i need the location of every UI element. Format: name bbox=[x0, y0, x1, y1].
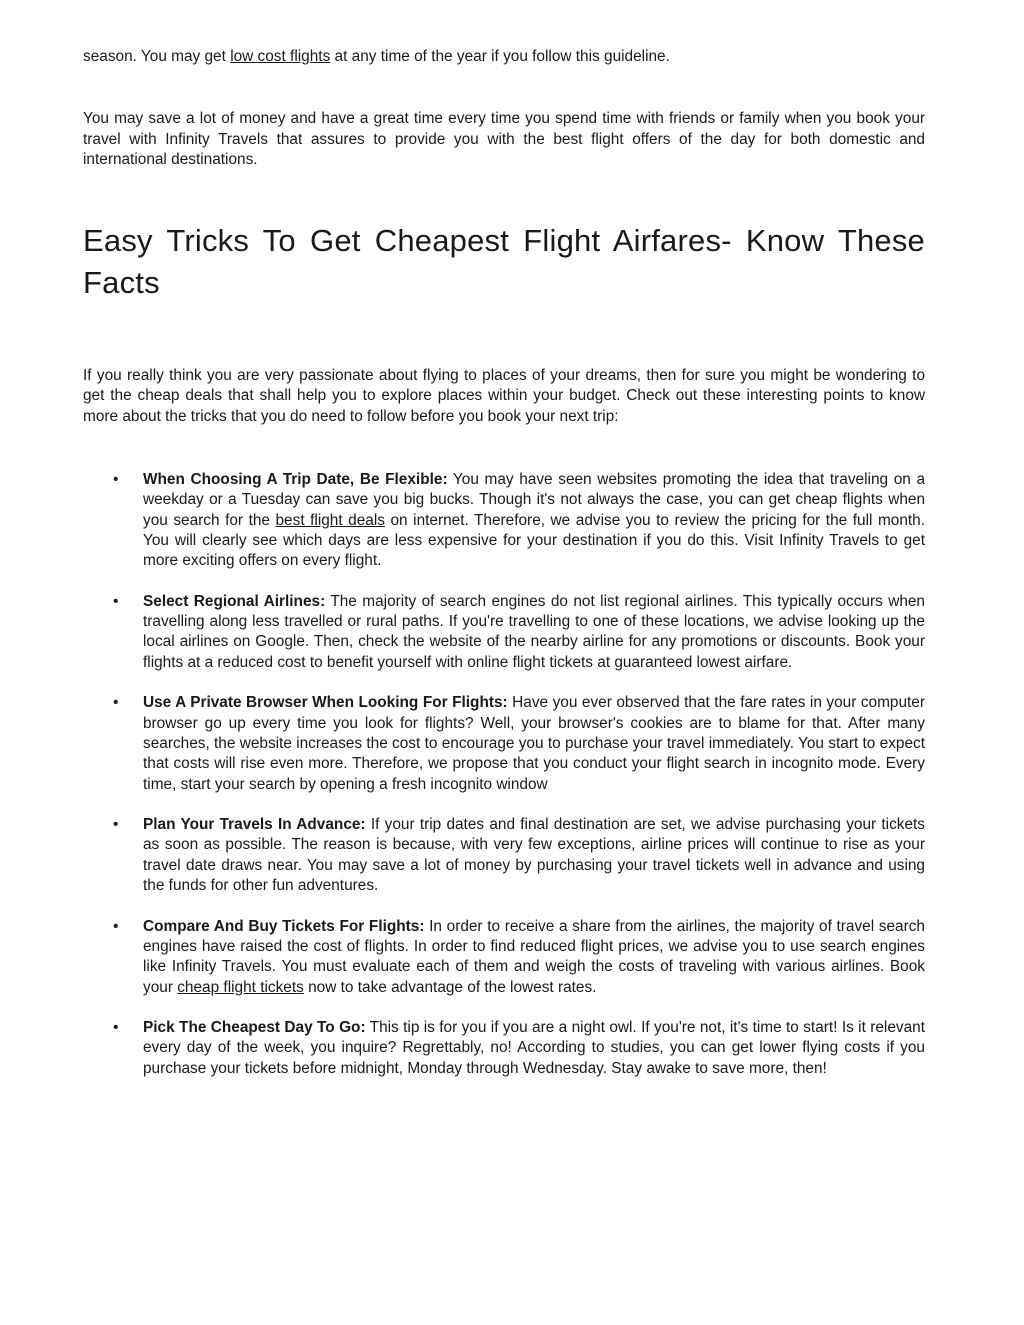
best-flight-deals-link[interactable]: best flight deals bbox=[275, 511, 385, 529]
list-item-body: You may have seen websites promoting the idea that traveling on a weekday or a Tuesday can save you big bucks. Though it's not always the case, you can get cheap flights when you search for the bbox=[143, 471, 926, 529]
list-item-body: on internet. Therefore, we advise you to review the pricing for the full month. You will clearly see which days are less expensive for your destination if you do this. Visit Infinity Travels to get more exciting offers on every flight. bbox=[143, 511, 925, 570]
paragraph-text: season. You may get bbox=[83, 48, 231, 65]
list-item-title: Use A Private Browser When Looking For Flights: bbox=[143, 694, 508, 712]
list-item bbox=[113, 917, 925, 998]
paragraph-intro: If you really think you are very passionate about flying to places of your dreams, then for sure you might be wondering to get the cheap deals that shall help you to explore places within your budget. Check out these interesting points to know more about the tricks that you do need to follow before you book your next trip: bbox=[83, 367, 925, 425]
list-item-text bbox=[143, 917, 925, 998]
list-item-body: In order to receive a share from the airlines, the majority of travel search engines have raised the cost of flights. In order to find reduced flight prices, we advise you to use search engines like Infinity Travels. You must evaluate each of them and weigh the costs of traveling with various airlines. Book your bbox=[143, 917, 925, 996]
list-item-title: Compare And Buy Tickets For Flights: bbox=[143, 917, 425, 935]
cheap-flight-tickets-link[interactable]: cheap flight tickets bbox=[177, 978, 304, 996]
list-item-body: Have you ever observed that the fare rates in your computer browser go up every time you look for flights? Well, your browser's cookies are to blame for that. After many searches, the website increases the cost to encourage you to purchase your travel immediately. You start to expect that costs will rise even more. Therefore, we propose that you conduct your flight search in incognito mode. Every time, start your search by opening a fresh incognito window bbox=[143, 694, 925, 793]
list-item-text bbox=[143, 470, 925, 571]
list-item-text bbox=[143, 815, 925, 896]
list-item-title: Pick The Cheapest Day To Go: bbox=[143, 1019, 366, 1037]
list-item-title: When Choosing A Trip Date, Be Flexible: bbox=[143, 471, 448, 489]
bullet-icon: • bbox=[113, 816, 119, 834]
paragraph-text: at any time of the year if you follow this guideline. bbox=[330, 48, 670, 65]
list-item bbox=[113, 470, 926, 571]
section-heading: Easy Tricks To Get Cheapest Flight Airfares- Know These Facts bbox=[83, 223, 925, 301]
list-item-text bbox=[143, 1018, 925, 1079]
list-item-text bbox=[143, 592, 925, 673]
list-item bbox=[113, 1018, 925, 1079]
bullet-icon: • bbox=[113, 917, 119, 935]
low-cost-flights-link[interactable]: low cost flights bbox=[230, 48, 331, 65]
list-item-title: Select Regional Airlines: bbox=[143, 592, 326, 610]
bullet-icon: • bbox=[113, 1019, 119, 1037]
tips-list bbox=[83, 470, 925, 1079]
list-item bbox=[113, 693, 925, 794]
list-item-body: now to take advantage of the lowest rates. bbox=[303, 978, 597, 996]
paragraph-infinity-travels: You may save a lot of money and have a great time every time you spend time with friends or family when you book your travel with Infinity Travels that assures to provide you with the best flight offers of the day for both domestic and international destinations. bbox=[83, 110, 925, 168]
list-item bbox=[113, 815, 925, 896]
bullet-icon: • bbox=[113, 471, 119, 489]
list-item-title: Plan Your Travels In Advance: bbox=[143, 816, 366, 834]
list-item-text bbox=[143, 693, 925, 794]
list-item bbox=[113, 592, 925, 673]
list-item-body: The majority of search engines do not list regional airlines. This typically occurs when travelling along less travelled or rural paths. If you're travelling to one of these locations, we advise looking up the local airlines on Google. Then, check the website of the nearby airline for any promotions or discounts. Book your flights at a reduced cost to benefit yourself with online flight tickets at guaranteed lowest airfare. bbox=[143, 592, 925, 671]
paragraph-continuation bbox=[83, 47, 925, 67]
bullet-icon: • bbox=[113, 592, 119, 610]
list-item-body: If your trip dates and final destination are set, we advise purchasing your tickets as soon as possible. The reason is because, with very few exceptions, airline prices will continue to rise as your travel date draws near. You may save a lot of money by purchasing your travel tickets well in advance and using the funds for other fun adventures. bbox=[143, 816, 925, 895]
list-item-body: This tip is for you if you are a night owl. If you're not, it's time to start! Is it relevant every day of the week, you inquire? Regrettably, no! According to studies, you can get lower flying costs if you purchase your tickets before midnight, Monday through Wednesday. Stay awake to save more, then! bbox=[143, 1019, 925, 1077]
bullet-icon: • bbox=[113, 694, 119, 712]
